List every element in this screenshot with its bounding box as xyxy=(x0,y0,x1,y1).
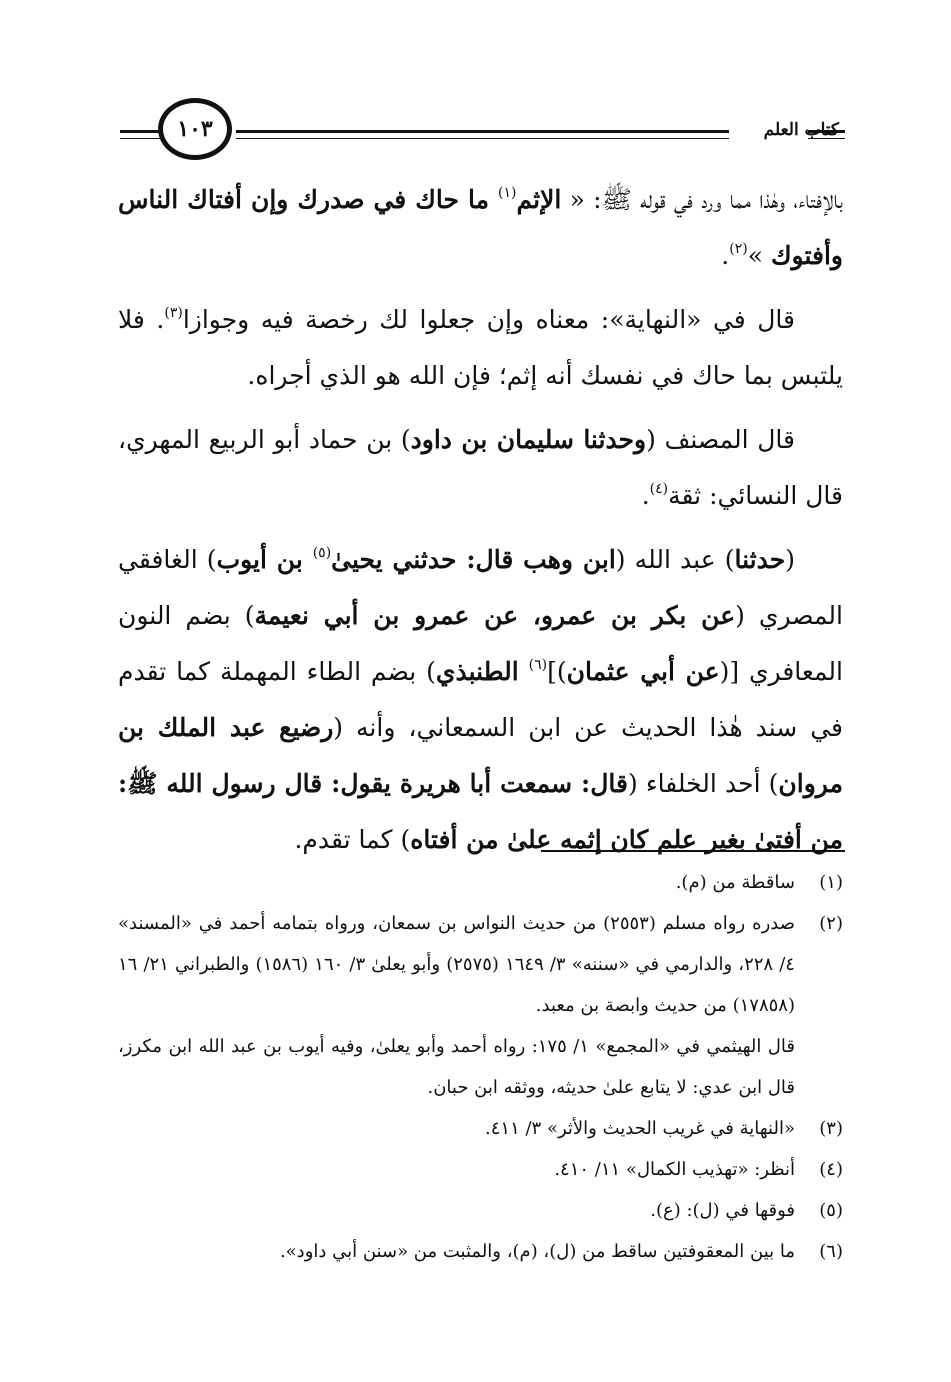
footnote-text: «النهاية في غريب الحديث والأثر» ٣/ ٤١١. xyxy=(485,1118,795,1139)
footnote-number: (٥) xyxy=(819,1200,843,1221)
footnote-number: (٤) xyxy=(819,1159,843,1180)
main-text xyxy=(118,172,843,876)
footnote-1 xyxy=(118,862,843,903)
p3-text: قال المصنف ( xyxy=(646,425,796,454)
p4-a: ( xyxy=(785,545,795,574)
paragraph-4 xyxy=(118,532,843,868)
p1-end: . xyxy=(721,241,730,270)
p4-k xyxy=(519,657,529,686)
p4-l: الطنبذي xyxy=(435,657,519,686)
footnote-text: فوقها في (ل): (ع). xyxy=(650,1200,795,1221)
p4-j: )] xyxy=(547,657,567,686)
header-rule-left xyxy=(120,130,160,133)
p4-h: ) بضم النون المعافري [( xyxy=(118,601,843,686)
header-rule-right xyxy=(236,130,729,133)
p4-q: ) كما تقدم. xyxy=(294,825,411,854)
p1-quote-close: » xyxy=(747,241,771,270)
p1-text: بالإفتاء، وهٰذا مما ورد في قوله ﷺ: « xyxy=(561,185,843,214)
p3-bold: وحدثنا سليمان بن داود xyxy=(410,425,647,454)
book-title: كتاب العلم xyxy=(763,120,839,140)
footnote-2-cont xyxy=(118,1026,843,1108)
p3-text-mid: ) بن حماد أبو الربيع المهري، قال النسائي: ثقة xyxy=(118,425,843,510)
header-rule-left-thin xyxy=(120,138,160,139)
footnote-text: ساقطة من (م). xyxy=(675,872,795,893)
footnote-ref-1: (١) xyxy=(498,184,517,201)
p4-g: عن بكر بن عمرو، عن عمرو بن أبي نعيمة xyxy=(254,601,736,630)
header-rule-right-thin xyxy=(236,138,729,139)
footnote-separator xyxy=(541,850,845,852)
p4-e: بن أيوب xyxy=(216,545,313,574)
paragraph-2 xyxy=(118,292,843,404)
p4-b: حدثنا xyxy=(734,545,786,574)
footnote-ref-2: (٢) xyxy=(729,240,748,257)
footnote-text: صدره رواه مسلم (٢٥٥٣) من حديث النواس بن سمعان، ورواه بتمامه أحمد في «المسند» ٤/ ٢٢٨، والدارمي في «سننه» ٣/ ١٦٤٩ (٢٥٧٥) وأبو يعلىٰ ٣/ ١٦٠ (١٥٨٦) والطبراني ٢١/ ١٦ (١٧٨٥٨) من حديث وابصة بن معبد. xyxy=(118,913,795,1016)
p4-i: عن أبي عثمان xyxy=(566,657,720,686)
footnote-number xyxy=(795,1026,843,1108)
p4-c: ) عبد الله ( xyxy=(615,545,735,574)
p4-p: قال: سمعت أبا هريرة يقول: قال رسول الله ﷺ: من أفتىٰ بغير علم كان إثمه علىٰ من أفتاه xyxy=(118,769,843,854)
footnote-6 xyxy=(118,1231,843,1272)
p4-d: ابن وهب قال: حدثني يحيىٰ xyxy=(331,545,616,574)
footnote-text: ما بين المعقوفتين ساقط من (ل)، (م)، والمثبت من «سنن أبي داود». xyxy=(279,1241,795,1262)
footnote-ref-3: (٣) xyxy=(164,304,183,321)
p1-hadith: ما حاك في صدرك وإن أفتاك الناس وأفتوك xyxy=(118,185,843,270)
page-number-badge xyxy=(158,98,232,160)
footnote-text: أنظر: «تهذيب الكمال» ١١/ ٤١٠. xyxy=(554,1159,795,1180)
p2-text: قال في «النهاية»: معناه وإن جعلوا لك رخصة فيه وجوازا xyxy=(182,305,795,334)
footnote-4 xyxy=(118,1149,843,1190)
footnote-5 xyxy=(118,1190,843,1231)
footnote-number: (١) xyxy=(819,872,843,893)
p2-text-end: . فلا يلتبس بما حاك في نفسك أنه إثم؛ فإن الله هو الذي أجراه. xyxy=(118,305,843,390)
footnote-ref-6: (٦) xyxy=(528,656,548,673)
footnote-ref-4: (٤) xyxy=(649,480,669,497)
footnotes xyxy=(118,862,843,1272)
footnote-number: (٦) xyxy=(819,1241,843,1262)
paragraph-3 xyxy=(118,412,843,524)
p4-o: ) أحد الخلفاء ( xyxy=(627,769,779,798)
p4-m: ) بضم الطاء المهملة كما تقدم في سند هٰذا الحديث عن ابن السمعاني، وأنه ( xyxy=(118,657,843,742)
footnote-ref-5: (٥) xyxy=(312,544,332,561)
footnote-3 xyxy=(118,1108,843,1149)
footnote-text: قال الهيثمي في «المجمع» ١/ ١٧٥: رواه أحمد وأبو يعلىٰ، وفيه أيوب بن عبد الله ابن مكرز، قال ابن عدي: لا يتابع علىٰ حديثه، ووثقه ابن حبان. xyxy=(118,1036,795,1098)
paragraph-1 xyxy=(118,172,843,284)
p1-bold: الإثم xyxy=(516,185,562,214)
p3-end: . xyxy=(641,481,650,510)
p4-f: ) الغافقي المصري ( xyxy=(118,545,843,630)
footnote-number: (٢) xyxy=(819,913,843,934)
p4-n: رضيع عبد الملك بن مروان xyxy=(118,713,843,798)
page-number: ١٠٣ xyxy=(177,116,213,142)
footnote-number: (٣) xyxy=(819,1118,843,1139)
footnote-2 xyxy=(118,903,843,1026)
